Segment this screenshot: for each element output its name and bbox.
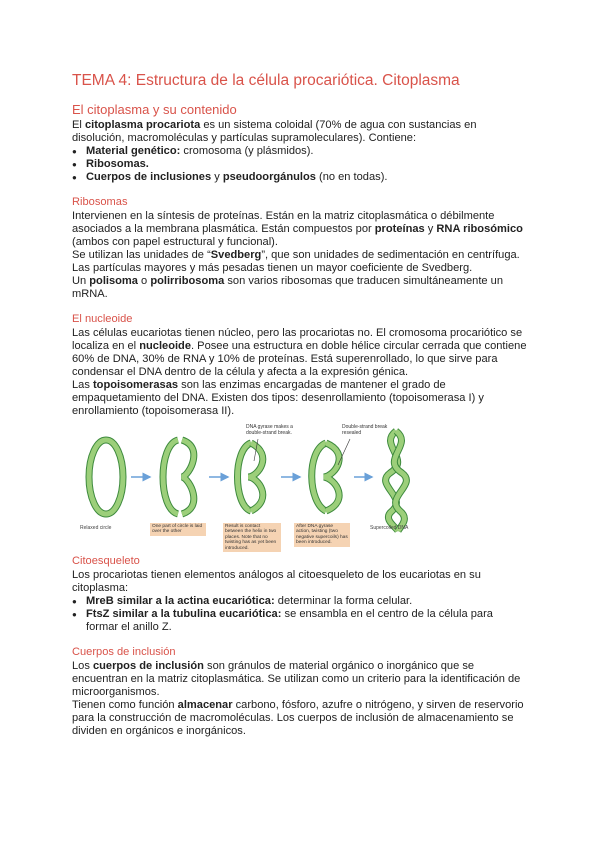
- caption-supercoiled: Supercoiled DNA: [370, 525, 409, 531]
- paragraph: Las células eucariotas tienen núcleo, pero las procariotas no. El cromosoma procariótico se localiza en el nucleoide. Posee una estructura en doble hélice circular cerrada que contiene 60% de DNA, 30% de RNA y 10% de proteínas. Está superenrollado, lo que sirve para condensar el DNA dentro de la célula y afecta a la expresión génica.: [72, 327, 527, 378]
- section-heading-citoplasma: El citoplasma y su contenido: [72, 102, 237, 117]
- relaxed-circle-icon: [89, 440, 123, 514]
- list-item: ● FtsZ similar a la tubulina eucariótica: se ensambla en el centro de la célula para formar el anillo Z.: [72, 608, 528, 634]
- paragraph: Intervienen en la síntesis de proteínas. Están en la matriz citoplasmática o débilmente asociados a la membrana plasmática. Están compuestos por proteínas y RNA ribosómico (ambos con papel estructural y funcional).: [72, 210, 523, 248]
- bullet-list: [72, 145, 528, 184]
- gyrase-twisted-icon: [312, 443, 339, 511]
- list-item: ● Ribosomas.: [72, 158, 528, 171]
- section-heading-citoesqueleto: Citoesqueleto: [72, 555, 140, 567]
- page-title: TEMA 4: Estructura de la célula procariótica. Citoplasma: [72, 72, 460, 89]
- caption-step1: One part of circle is laid over the other: [150, 523, 206, 536]
- list-item: ● Material genético: cromosoma (y plásmidos).: [72, 145, 528, 158]
- caption-step3: After DNA gyrase action, twisting (two negative supercoils) has been introduced.: [294, 523, 350, 547]
- section-heading-ribosomas: Ribosomas: [72, 196, 128, 208]
- section-heading-nucleoide: El nucleoide: [72, 313, 133, 325]
- paragraph: Las topoisomerasas son las enzimas encargadas de mantener el grado de empaquetamiento del DNA. Existen dos tipos: desenrollamiento (topoisomerasa I) y enrollamiento (topoisomerasa II).: [72, 379, 484, 417]
- caption-step2: Result is contact between the helix in two places. Note that no twisting has as yet been introduced.: [223, 523, 281, 552]
- paragraph: Tienen como función almacenar carbono, fósforo, azufre o nitrógeno, y sirven de reservorio para la construcción de macromoléculas. Los cuerpos de inclusión de almacenamiento se dividen en orgánicos e inorgánicos.: [72, 699, 524, 737]
- supercoiled-dna-icon: [386, 431, 407, 531]
- label-break-resealed: Double-strand break resealed: [342, 424, 388, 436]
- section-heading-cuerpos-inclusion: Cuerpos de inclusión: [72, 646, 176, 658]
- paragraph: Los cuerpos de inclusión son gránulos de material orgánico o inorgánico que se encuentran en la matriz citoplasmática. Se utilizan como un criterio para la identificación de microorganismos.: [72, 660, 521, 698]
- list-item: ● MreB similar a la actina eucariótica: determinar la forma celular.: [72, 595, 528, 608]
- paragraph: El citoplasma procariota es un sistema coloidal (70% de agua con sustancias en disolución, macromoléculas y partículas supramoleculares). Contiene:: [72, 119, 477, 144]
- paragraph: Se utilizan las unidades de “Svedberg”, que son unidades de sedimentación en centrífuga. Las partículas mayores y más pesadas tienen un mayor coeficiente de Svedberg.: [72, 249, 520, 274]
- folded-circle-icon: [163, 440, 194, 514]
- supercoiling-figure: [78, 424, 418, 551]
- list-item: ● Cuerpos de inclusiones y pseudoorgánulos (no en todas).: [72, 171, 528, 184]
- bullet-list: [72, 595, 528, 634]
- paragraph: Un polisoma o polirribosoma son varios ribosomas que traducen simultáneamente un mRNA.: [72, 275, 504, 300]
- label-gyrase: DNA gyrase makes a double-strand break.: [246, 424, 293, 436]
- caption-relaxed: Relaxed circle: [80, 525, 112, 531]
- paragraph: Los procariotas tienen elementos análogos al citoesqueleto de los eucariotas en su citoplasma:: [72, 569, 481, 594]
- contact-helix-icon: [238, 443, 263, 511]
